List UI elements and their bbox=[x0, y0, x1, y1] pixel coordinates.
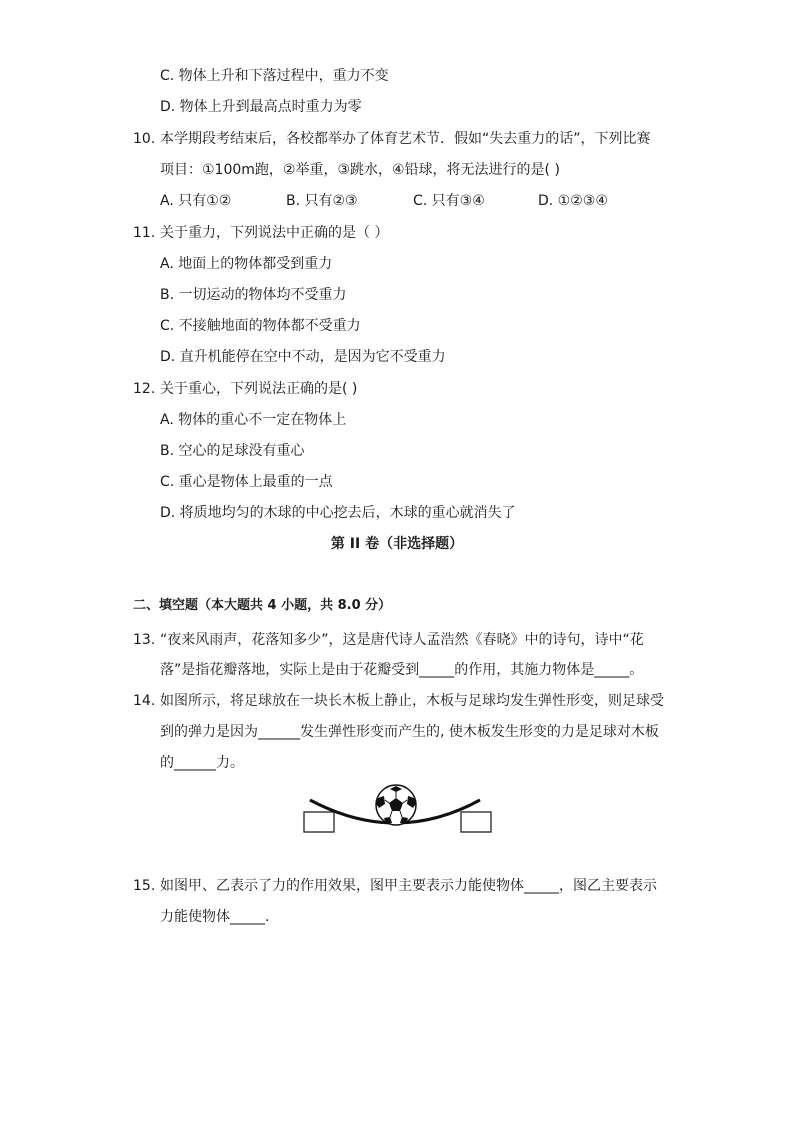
q13-stem-line1: “夜来风雨声，花落知多少”，这是唐代诗人孟浩然《春晓》中的诗句，诗中“花 bbox=[160, 632, 644, 648]
q10-stem-line1: 本学期段考结束后，各校都举办了体育艺术节．假如“失去重力的话”，下列比赛 bbox=[160, 131, 651, 147]
right-support-block bbox=[461, 812, 491, 832]
q10-option-d: D. ①②③④ bbox=[538, 193, 608, 209]
q11-option-b: B. 一切运动的物体均不受重力 bbox=[160, 287, 347, 303]
football-icon bbox=[376, 785, 416, 825]
q10-stem-line2: 项目：①100m跑，②举重，③跳水，④铅球，将无法进行的是( ) bbox=[160, 162, 560, 178]
q15-stem-line1: 如图甲、乙表示了力的作用效果，图甲主要表示力能使物体_____，图乙主要表示 bbox=[160, 878, 657, 894]
q13-stem-line2: 落”是指花瓣落地，实际上是由于花瓣受到_____的作用，其施力物体是_____。 bbox=[160, 662, 644, 678]
q14-stem-line1: 如图所示，将足球放在一块长木板上静止，木板与足球均发生弹性形变，则足球受 bbox=[160, 693, 664, 709]
q12-stem: 关于重心，下列说法正确的是( ) bbox=[160, 381, 358, 397]
q11-stem: 关于重力，下列说法中正确的是（ ） bbox=[160, 225, 389, 241]
q10-options bbox=[160, 191, 680, 211]
q14-figure bbox=[298, 784, 498, 838]
q14-number: 14. bbox=[133, 693, 156, 709]
q11-option-d: D. 直升机能停在空中不动，是因为它不受重力 bbox=[160, 349, 446, 365]
q15-stem-line2: 力能使物体_____. bbox=[160, 909, 270, 925]
q14-stem-line2: 到的弹力是因为______发生弹性形变而产生的, 使木板发生形变的力是足球对木板 bbox=[160, 724, 659, 740]
q11-option-c: C. 不接触地面的物体都不受重力 bbox=[160, 318, 361, 334]
q9-option-d: D. 物体上升到最高点时重力为零 bbox=[160, 99, 362, 115]
q9-option-c: C. 物体上升和下落过程中，重力不变 bbox=[160, 68, 389, 84]
q11-number: 11. bbox=[133, 225, 156, 241]
q13-number: 13. bbox=[133, 632, 156, 648]
q12-option-d: D. 将质地均匀的木球的中心挖去后，木球的重心就消失了 bbox=[160, 505, 516, 521]
q14-stem-line3: 的______力。 bbox=[160, 755, 244, 771]
q10-option-a: A. 只有①② bbox=[160, 193, 232, 209]
part-title: 二、填空题（本大题共 4 小题，共 8.0 分） bbox=[133, 598, 392, 613]
q15-number: 15. bbox=[133, 878, 156, 894]
q10-option-b: B. 只有②③ bbox=[286, 193, 358, 209]
left-support-block bbox=[304, 812, 334, 832]
q11-option-a: A. 地面上的物体都受到重力 bbox=[160, 256, 333, 272]
q12-number: 12. bbox=[133, 381, 156, 397]
q12-option-c: C. 重心是物体上最重的一点 bbox=[160, 474, 333, 490]
q10-number: 10. bbox=[133, 131, 156, 147]
section-title: 第 II 卷（非选择题） bbox=[330, 536, 464, 552]
q12-option-b: B. 空心的足球没有重心 bbox=[160, 443, 305, 459]
q10-option-c: C. 只有③④ bbox=[413, 193, 485, 209]
q12-option-a: A. 物体的重心不一定在物体上 bbox=[160, 412, 347, 428]
